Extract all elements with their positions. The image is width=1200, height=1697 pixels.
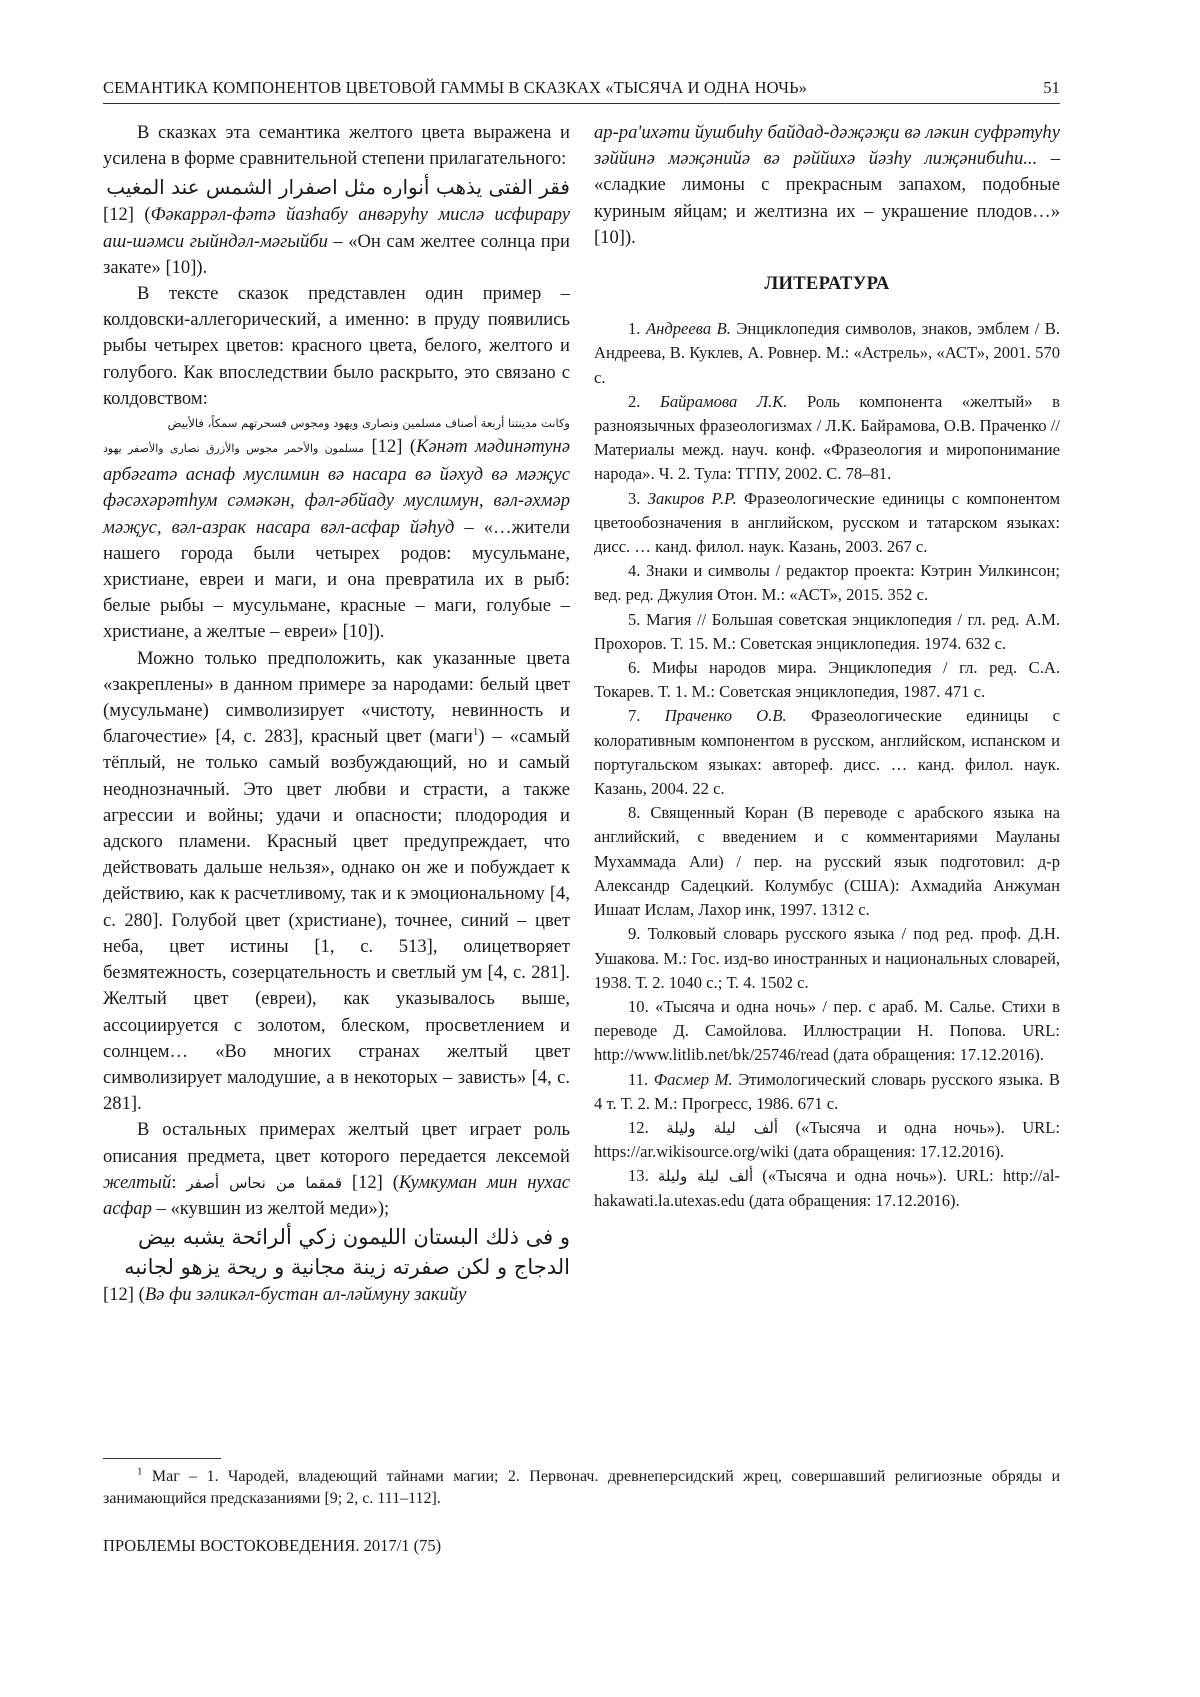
text-run: Можно только предположить, как указанные цвета «закреплены» в данном примере за народами: белый цвет (мусульмане) символизирует «чистоту, невинность и благочестие» [4, с. 283], красный цвет (маги: [103, 647, 570, 748]
translation: – «…жители нашего города были четырех родов: мусульмане, христиане, евреи и маги, и она превратила их в рыб: белые рыбы – мусульмане, красные – маги, голубые – христиане, а желтые – евреи» [10]).: [103, 516, 570, 643]
footnote-rule: [103, 1458, 221, 1459]
reference-number: 5.: [628, 609, 646, 629]
reference-item: [594, 704, 1060, 801]
footnote-ref: 1: [472, 726, 479, 739]
arabic-quote: وكانت مدينتنا أربعة أصناف مسلمين ونصارى ويهود ومجوس فسحرتهم سمكاً، فالأبيض: [167, 416, 570, 431]
reference-number: 9.: [628, 924, 648, 944]
page-number: 51: [1043, 78, 1060, 97]
reference-author: Андреева В.: [645, 319, 731, 339]
paragraph: [594, 120, 1060, 251]
reference-number: 2.: [628, 391, 661, 411]
reference-author: Фасмер М.: [653, 1069, 733, 1089]
journal-footer: ПРОБЛЕМЫ ВОСТОКОВЕДЕНИЯ. 2017/1 (75): [103, 1536, 442, 1555]
reference-text: Фразеологические единицы с компонентом цветообозначения в английском, русском и татарском языках: дисс. … канд. филол. наук. Казань, 2003. 267 с.: [594, 488, 1061, 557]
reference-text: Священный Коран (В переводе с арабского языка на английский, с введением и с комментариями Мауланы Мухаммада Али) / пер. на русский язык подготовил: д-р Александр Садецкий. Колумбус (США): Ахмадийа Анжуман Ишаат Ислам, Лахор инк, 1997. 1312 с.: [594, 803, 1061, 920]
reference-author: Закиров Р.Р.: [647, 488, 737, 508]
reference-item: [594, 656, 1060, 704]
paragraph: [103, 434, 570, 646]
reference-item: [594, 559, 1060, 607]
running-head: [103, 78, 1060, 98]
reference-number: 13.: [628, 1166, 658, 1186]
reference-item: [594, 801, 1060, 922]
paragraph: В тексте сказок представлен один пример – колдовски-аллегорический, а именно: в пруду появились рыбы четырех цветов: красного цвета, белого, желтого и голубого. Как впоследствии было раскрыто, это связано с колдовством:: [103, 283, 570, 409]
arabic-title: ألف ليلة وليلة: [666, 1118, 779, 1137]
reference-number: 6.: [628, 658, 652, 678]
citation: [12] (: [342, 1171, 399, 1193]
reference-item: [594, 1116, 1060, 1164]
citation: [12] (: [364, 436, 417, 458]
running-title: СЕМАНТИКА КОМПОНЕНТОВ ЦВЕТОВОЙ ГАММЫ В СКАЗКАХ «ТЫСЯЧА И ОДНА НОЧЬ»: [103, 78, 807, 97]
translation: – «кувшин из желтой меди»);: [151, 1197, 390, 1219]
footnote-text: Маг – 1. Чародей, владеющий тайнами магии; 2. Первонач. древнеперсидский жрец, совершавший религиозные обряды и занимающийся предсказаниями [9; 2, с. 111–112].: [103, 1468, 1060, 1507]
emphasis: желтый: [103, 1171, 172, 1193]
reference-item: [594, 390, 1060, 487]
reference-text: Толковый словарь русского языка / под ред. проф. Д.Н. Ушакова. М.: Гос. изд-во иностранных и национальных словарей, 1938. Т. 2. 1040 с.; Т. 4. 1502 с.: [594, 924, 1061, 992]
arabic-quote: فقر الفتى يذهب أنواره مثل اصفرار الشمس عند المغيب: [106, 175, 570, 200]
reference-item: [594, 922, 1060, 995]
reference-text: «Тысяча и одна ночь» / пер. с араб. М. Салье. Стихи в переводе Д. Самойлова. Иллюстрации Н. Попова. URL: http://www.litlib.net/bk/25746/read (дата обращения: 17.12.2016).: [594, 996, 1061, 1065]
citation: [12] (: [103, 204, 151, 226]
references-heading: ЛИТЕРАТУРА: [764, 273, 890, 295]
citation: [12] (: [103, 1284, 145, 1306]
translation: – «Он сам желтее солнца при закате» [10]).: [103, 230, 570, 278]
reference-text: Фразеологические единицы с колоративным компонентом в русском, английском, испанском и португальском языках: автореф. дисс. … канд. филол. наук. Казань, 2004. 22 с.: [594, 706, 1060, 799]
reference-text: Магия // Большая советская энциклопедия / гл. ред. А.М. Прохоров. Т. 15. М.: Советская энциклопедия. 1974. 632 с.: [594, 609, 1060, 653]
paragraph: [103, 1282, 570, 1308]
text-run: :: [171, 1171, 187, 1193]
reference-number: 11.: [628, 1069, 654, 1089]
reference-number: 10.: [628, 996, 656, 1016]
paragraph: [103, 202, 570, 281]
reference-number: 8.: [628, 803, 651, 823]
left-column: [103, 120, 570, 1308]
reference-item: [594, 1068, 1060, 1116]
reference-item: [594, 608, 1060, 656]
reference-number: 12.: [628, 1117, 667, 1137]
reference-item: [594, 995, 1060, 1068]
text-run: ) – «самый тёплый, не только самый возбуждающий, но и самый неоднозначный. Это цвет любви и страсти, а также агрессии и войны; удачи и опасности; плодородия и адского пламени. Красный цвет предупреждает, что действовать дальше нельзя», однако он же и побуждает к действию, как к расчетливому, так и к эмоциональному [4, с. 280]. Голубой цвет (христиане), точнее, синий – цвет неба, цвет истины [1, с. 513], олицетворяет безмятежность, созерцательность и светлый ум [4, с. 281]. Желтый цвет (евреи), как указывалось выше, ассоциируется с золотом, блеском, просветлением и солнцем… «Во многих странах желтый цвет символизирует малодушие, а в некоторых – зависть» [4, с. 281].: [103, 726, 570, 1115]
reference-text: Знаки и символы / редактор проекта: Кэтрин Уилкинсон; вед. ред. Джулия Отон. М.: «АСТ», 2015. 352 с.: [594, 561, 1061, 605]
translation: – «сладкие лимоны с прекрасным запахом, подобные куриным яйцам; и желтизна их – украшение плодов…» [10]).: [594, 148, 1060, 248]
reference-number: 1.: [628, 319, 646, 339]
transliteration: Вә фи зәликәл-бустан ал-ләймуну закийу: [144, 1284, 467, 1306]
reference-list: [594, 317, 1060, 1116]
transliteration: Фәкаррәл-фәтә йазһабу анвәруһу мислә исфирару аш-шәмси гыйндәл-мәгыйби: [103, 204, 570, 252]
reference-number: 4.: [628, 561, 647, 581]
transliteration: ар-ра'ихәти йушбиһу байдад-дәҗәҗи вә ләкин суфрәтуһу зәййинә мәҗәнийә вә рәййихә йәзһу лиҗәнибиһи...: [594, 122, 1060, 170]
paragraph: [103, 646, 570, 1118]
text-run: В остальных примерах желтый цвет играет роль описания предмета, цвет которого передается лексемой: [103, 1119, 570, 1167]
reference-item: [594, 317, 1060, 390]
reference-item: [594, 1164, 1060, 1212]
footnote-marker: 1: [137, 1465, 143, 1478]
header-rule: [103, 103, 1060, 104]
arabic-title: ألف ليلة وليلة: [657, 1167, 754, 1186]
reference-text: Энциклопедия символов, знаков, эмблем / В. Андреева, В. Куклев, А. Ровнер. М.: «Астрель», «АСТ», 2001. 570 с.: [594, 319, 1061, 387]
reference-text: («Тысяча и одна ночь»). URL: https://ar.wikisource.org/wiki (дата обращения: 17.12.2016).: [594, 1117, 1060, 1162]
transliteration: Кәнәт мәдинәтунә арбәгатә аснаф муслимин вә насара вә йәхуд вә мәҗус фәсәхәрәтһум сәмәкән, фәл-әбйаду муслимун, вәл-әхмәр мәҗус, вәл-азрак насара вәл-асфар йәһуд: [103, 436, 570, 538]
reference-author: Байрамова Л.К.: [660, 391, 788, 411]
reference-text: («Тысяча и одна ночь»). URL: http://al-hakawati.la.utexas.edu (дата обращения: 17.12.2016).: [594, 1166, 1060, 1210]
reference-text: Роль компонента «желтый» в разноязычных фразеологизмах / Л.К. Байрамова, О.В. Праченко // Материалы межд. науч. конф. «Фразеология и миропонимание народа». Ч. 2. Тула: ТГПУ, 2002. С. 78–81.: [594, 391, 1061, 484]
reference-list-tail: [594, 1116, 1060, 1213]
arabic-quote: و فى ذلك البستان الليمون زكي ألرائحة يشبه بيض الدجاج و لكن صفرته زينة مجانية و ريحة يزهو لجانبه: [124, 1225, 570, 1280]
transliteration: Кумкуман мин нухас асфар: [103, 1171, 570, 1219]
paragraph: В сказках эта семантика желтого цвета выражена и усилена в форме сравнительной степени прилагательного:: [103, 122, 570, 170]
arabic-quote-inline: قمقما من نحاس أصفر: [186, 1173, 342, 1192]
reference-author: Праченко О.В.: [664, 706, 787, 726]
reference-text: Этимологический словарь русского языка. В 4 т. Т. 2. М.: Прогресс, 1986. 671 с.: [594, 1069, 1060, 1113]
reference-number: 7.: [628, 706, 665, 726]
right-column: [594, 120, 1060, 1213]
reference-number: 3.: [628, 488, 648, 508]
paragraph: [103, 1117, 570, 1222]
footnote: [103, 1466, 1060, 1510]
arabic-quote-inline: مسلمون والأحمر مجوس والأزرق نصارى والأصفر يهود: [103, 442, 365, 456]
reference-item: [594, 487, 1060, 560]
reference-text: Мифы народов мира. Энциклопедия / гл. ред. С.А. Токарев. Т. 1. М.: Советская энциклопедия, 1987. 471 с.: [594, 658, 1060, 702]
